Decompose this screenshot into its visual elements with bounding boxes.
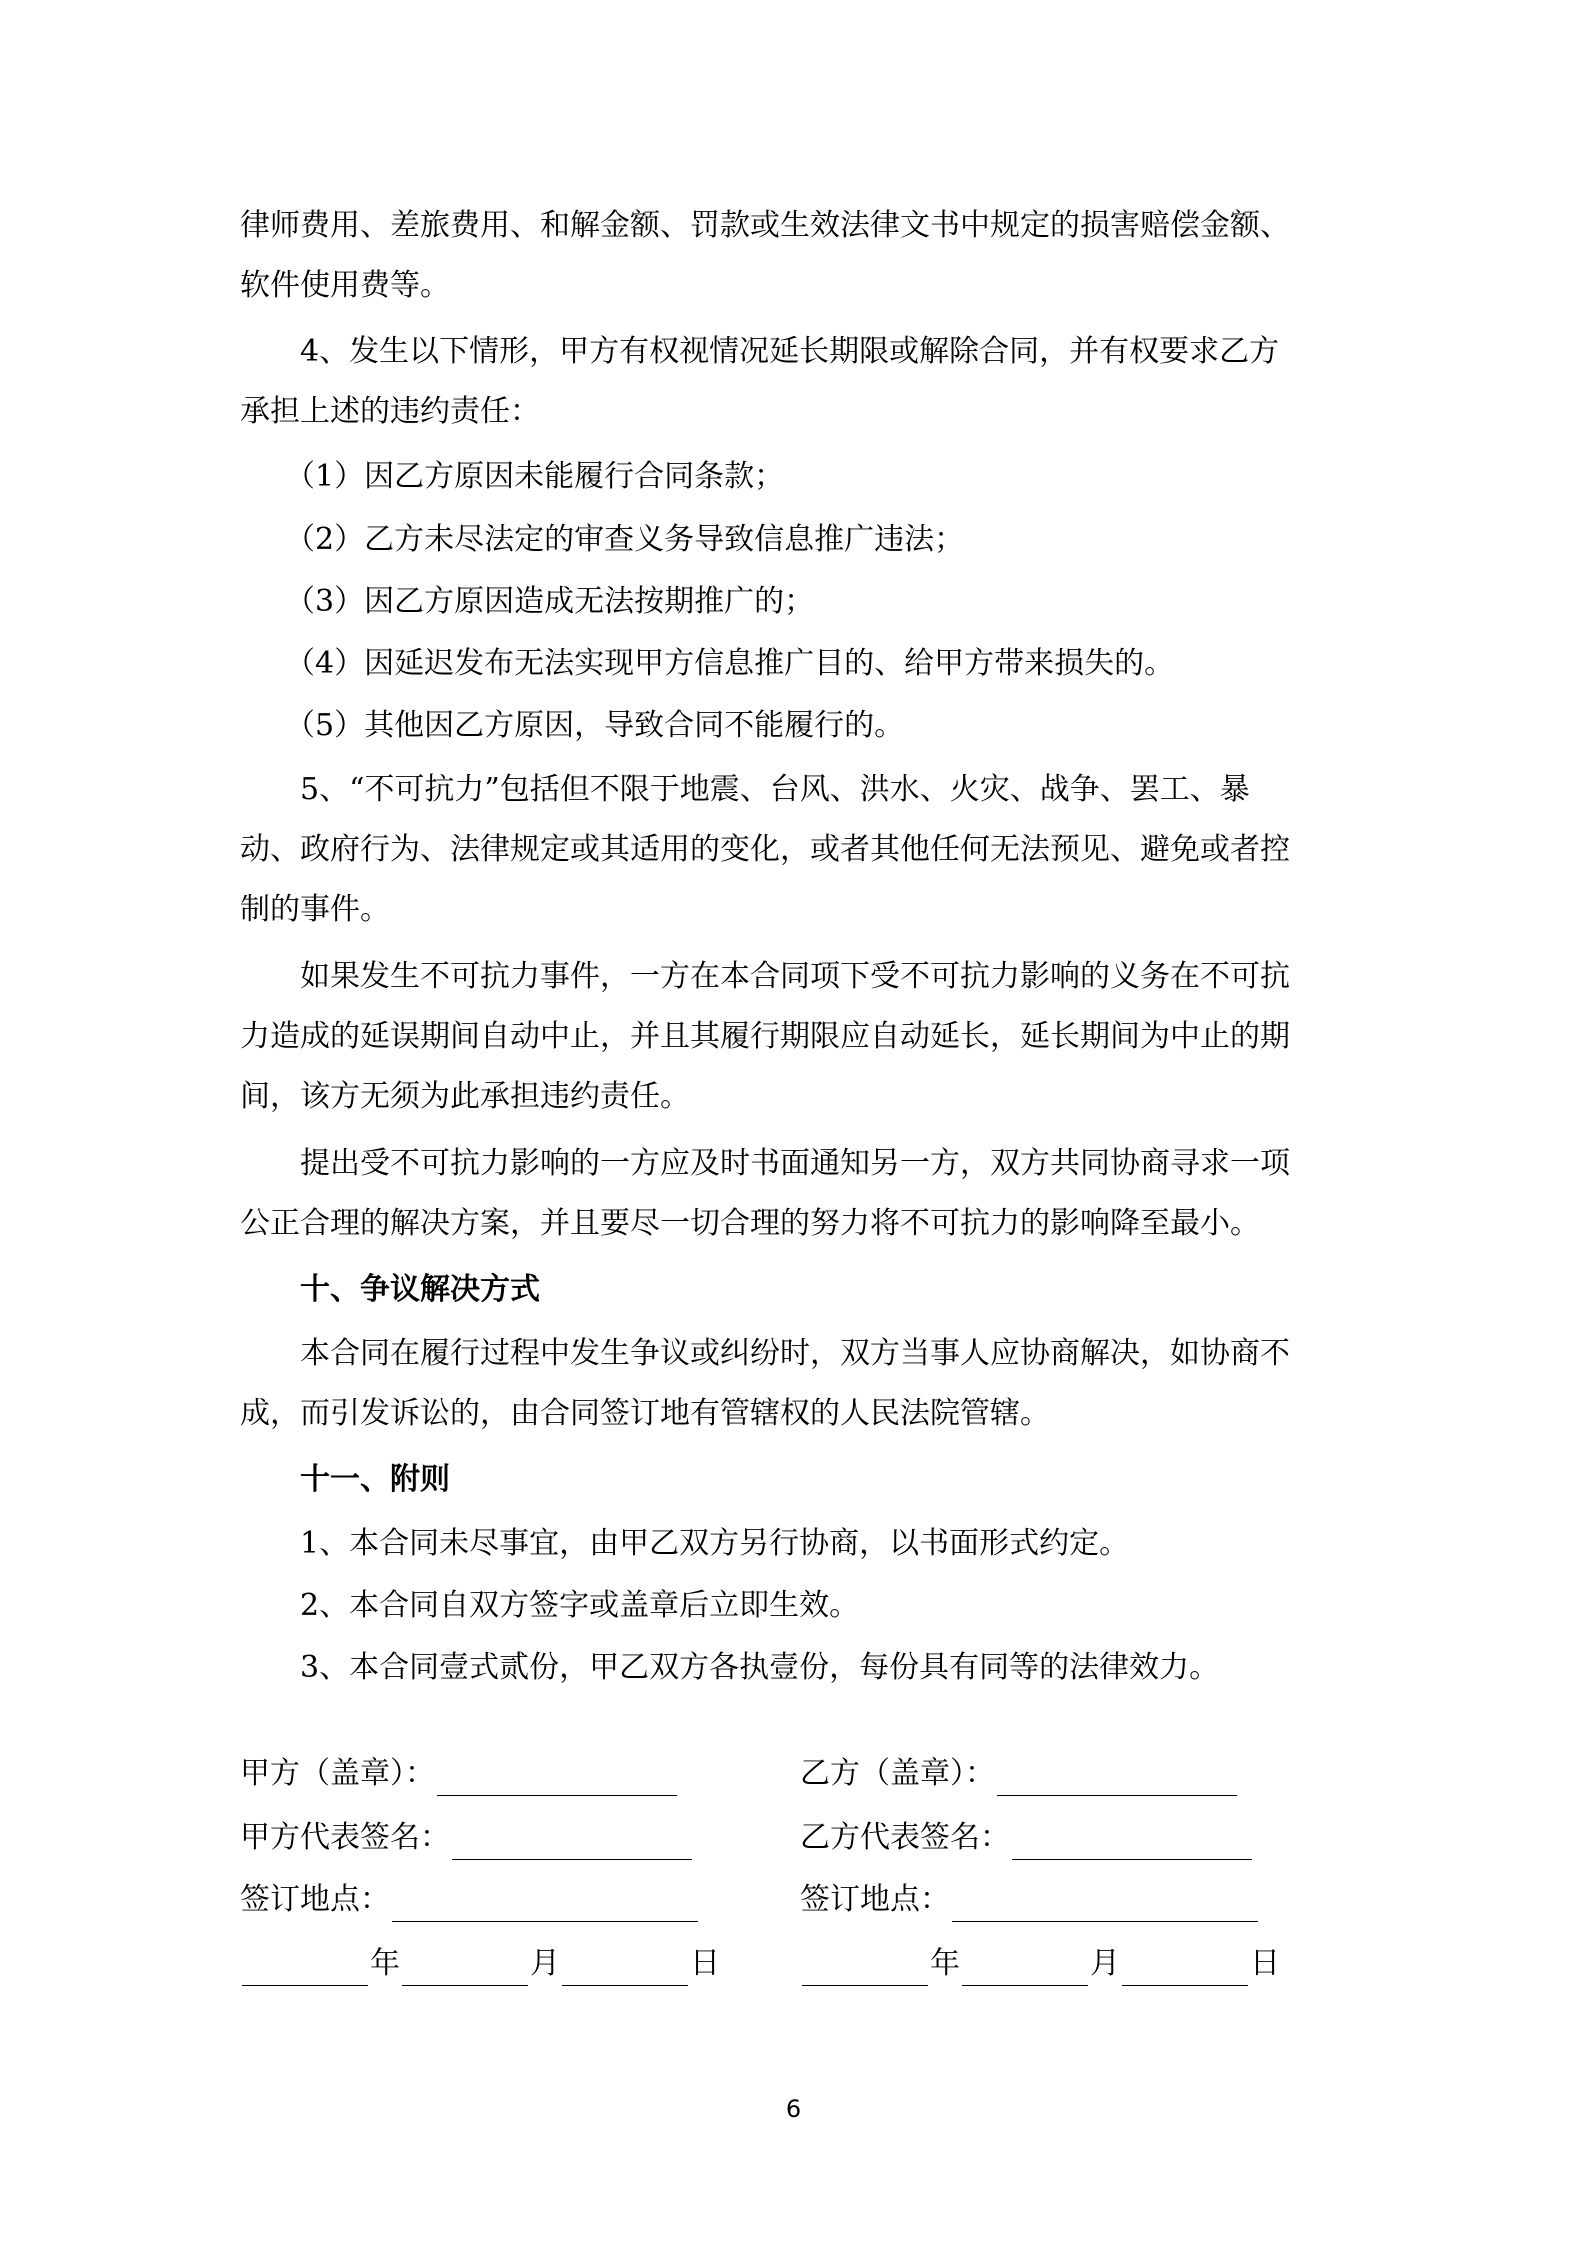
section-heading: 十一、附则 — [240, 1462, 450, 1497]
page-number: 6 — [785, 2095, 802, 2123]
party-b-rep-field — [800, 1816, 1254, 1860]
place-a-field — [240, 1878, 700, 1922]
day-blank — [562, 1955, 688, 1986]
party-a-rep-label: 甲方代表签名： — [240, 1820, 450, 1855]
year-label: 年 — [370, 1946, 400, 1981]
paragraph-line: 4、发生以下情形，甲方有权视情况延长期限或解除合同，并有权要求乙方 — [240, 334, 1280, 369]
paragraph-line: 承担上述的违约责任： — [240, 394, 540, 429]
paragraph-line: 律师费用、差旅费用、和解金额、罚款或生效法律文书中规定的损害赔偿金额、 — [240, 208, 1290, 243]
month-label: 月 — [1090, 1946, 1120, 1981]
list-item: （4）因延迟发布无法实现甲方信息推广目的、给甲方带来损失的。 — [240, 646, 1175, 681]
party-a-seal-field — [240, 1752, 679, 1796]
year-blank — [802, 1955, 928, 1986]
paragraph-line: 软件使用费等。 — [240, 268, 450, 303]
list-item: （3）因乙方原因造成无法按期推广的； — [240, 584, 815, 619]
party-a-seal-label: 甲方（盖章）： — [240, 1756, 435, 1791]
party-b-seal-label: 乙方（盖章）： — [800, 1756, 995, 1791]
day-label: 日 — [1250, 1946, 1280, 1981]
day-blank — [1122, 1955, 1248, 1986]
place-b-blank — [952, 1891, 1258, 1922]
place-b-label: 签订地点： — [800, 1882, 950, 1917]
year-label: 年 — [930, 1946, 960, 1981]
party-a-seal-blank — [437, 1765, 677, 1796]
paragraph-line: 本合同在履行过程中发生争议或纠纷时，双方当事人应协商解决，如协商不 — [240, 1336, 1290, 1371]
paragraph-line: 公正合理的解决方案，并且要尽一切合理的努力将不可抗力的影响降至最小。 — [240, 1206, 1260, 1241]
paragraph-line: 力造成的延误期间自动中止，并且其履行期限应自动延长，延长期间为中止的期 — [240, 1019, 1290, 1054]
month-blank — [962, 1955, 1088, 1986]
party-b-seal-blank — [997, 1765, 1237, 1796]
paragraph-line: 成，而引发诉讼的，由合同签订地有管辖权的人民法院管辖。 — [240, 1396, 1050, 1431]
place-b-field — [800, 1878, 1260, 1922]
paragraph-line: 提出受不可抗力影响的一方应及时书面通知另一方，双方共同协商寻求一项 — [240, 1146, 1290, 1181]
day-label: 日 — [690, 1946, 720, 1981]
party-a-rep-field — [240, 1816, 694, 1860]
place-a-blank — [392, 1891, 698, 1922]
paragraph-line: 间，该方无须为此承担违约责任。 — [240, 1079, 690, 1114]
list-item: （1）因乙方原因未能履行合同条款； — [240, 459, 785, 494]
list-item: （5）其他因乙方原因，导致合同不能履行的。 — [240, 708, 905, 743]
party-b-rep-label: 乙方代表签名： — [800, 1820, 1010, 1855]
party-a-rep-blank — [452, 1829, 692, 1860]
section-heading: 十、争议解决方式 — [240, 1272, 540, 1307]
list-item: 3、本合同壹式贰份，甲乙双方各执壹份，每份具有同等的法律效力。 — [240, 1650, 1220, 1685]
place-a-label: 签订地点： — [240, 1882, 390, 1917]
month-label: 月 — [530, 1946, 560, 1981]
month-blank — [402, 1955, 528, 1986]
list-item: 1、本合同未尽事宜，由甲乙双方另行协商，以书面形式约定。 — [240, 1526, 1130, 1561]
paragraph-line: 5、“不可抗力”包括但不限于地震、台风、洪水、火灾、战争、罢工、暴 — [240, 772, 1250, 807]
party-b-rep-blank — [1012, 1829, 1252, 1860]
list-item: （2）乙方未尽法定的审查义务导致信息推广违法； — [240, 522, 965, 557]
date-b-field — [800, 1942, 1280, 1986]
paragraph-line: 动、政府行为、法律规定或其适用的变化，或者其他任何无法预见、避免或者控 — [240, 832, 1290, 867]
list-item: 2、本合同自双方签字或盖章后立即生效。 — [240, 1588, 860, 1623]
party-b-seal-field — [800, 1752, 1239, 1796]
paragraph-line: 制的事件。 — [240, 892, 390, 927]
year-blank — [242, 1955, 368, 1986]
date-a-field — [240, 1942, 720, 1986]
paragraph-line: 如果发生不可抗力事件，一方在本合同项下受不可抗力影响的义务在不可抗 — [240, 959, 1290, 994]
